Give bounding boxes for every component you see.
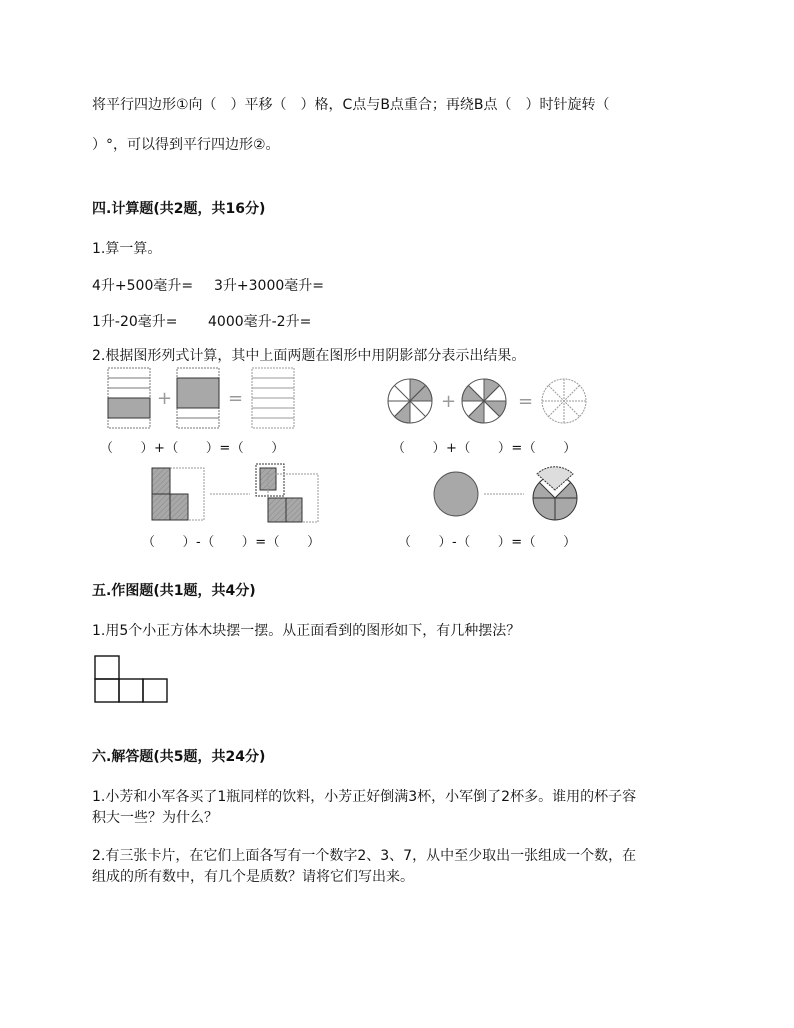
- q4-1-row2-a: 1升-20毫升=: [92, 314, 178, 330]
- equals-sign-1: =: [228, 388, 244, 409]
- q4-1-row1-b: 3升+3000毫升=: [214, 278, 324, 294]
- blanks-sub-right[interactable]: （ ）-（ ）=（ ）: [398, 535, 577, 550]
- circle-full: [434, 472, 478, 516]
- blanks-add-right[interactable]: （ ）+（ ）=（ ）: [392, 441, 577, 456]
- section3-text-line1: 将平行四边形①向（ ）平移（ ）格，C点与B点重合；再绕B点（ ）时针旋转（: [92, 97, 610, 113]
- rect-2: [177, 368, 219, 428]
- q6-1-line2: 积大一些？为什么？: [92, 810, 218, 826]
- square-1: [152, 468, 204, 520]
- blanks-sub-left[interactable]: （ ）-（ ）=（ ）: [142, 535, 321, 550]
- q4-1-row2-b: 4000毫升-2升=: [208, 314, 312, 330]
- circle-1: [388, 379, 432, 423]
- circle-3: [542, 379, 586, 423]
- rect-3: [252, 368, 294, 428]
- q6-1-line1: 1.小芳和小军各买了1瓶同样的饮料，小芳正好倒满3杯，小军倒了2杯多。谁用的杯子容: [92, 789, 637, 805]
- section5-title: 五.作图题(共1题，共4分): [92, 583, 256, 599]
- q4-1-row1-a: 4升+500毫升=: [92, 278, 194, 294]
- circle-cut: [533, 467, 577, 520]
- section3-text-line2: ）°，可以得到平行四边形②。: [92, 137, 280, 153]
- q4-1-prompt: 1.算一算。: [92, 241, 162, 257]
- rect-1: [108, 368, 150, 428]
- circle-2: [462, 379, 506, 423]
- plus-sign-1: +: [157, 388, 173, 409]
- q5-1-prompt: 1.用5个小正方体木块摆一摆。从正面看到的图形如下，有几种摆法？: [92, 623, 521, 639]
- section6-title: 六.解答题(共5题，共24分): [92, 749, 266, 765]
- square-sub-figure: [148, 462, 328, 526]
- q6-2-line2: 组成的所有数中，有几个是质数？请将它们写出来。: [92, 869, 414, 885]
- circle-sub-figure: [432, 466, 582, 526]
- rect-add-figure: [100, 366, 310, 436]
- plus-sign-2: +: [441, 391, 457, 412]
- blanks-add-left[interactable]: （ ）+（ ）=（ ）: [100, 441, 285, 456]
- circle-add-figure: [384, 375, 604, 427]
- square-2: [256, 464, 318, 522]
- equals-sign-2: =: [518, 391, 534, 412]
- q6-2-line1: 2.有三张卡片，在它们上面各写有一个数字2、3、7，从中至少取出一张组成一个数，在: [92, 848, 637, 864]
- section4-title: 四.计算题(共2题，共16分): [92, 201, 266, 217]
- q4-2-prompt: 2.根据图形列式计算，其中上面两题在图形中用阴影部分表示出结果。: [92, 348, 526, 364]
- front-view-figure: [94, 655, 168, 703]
